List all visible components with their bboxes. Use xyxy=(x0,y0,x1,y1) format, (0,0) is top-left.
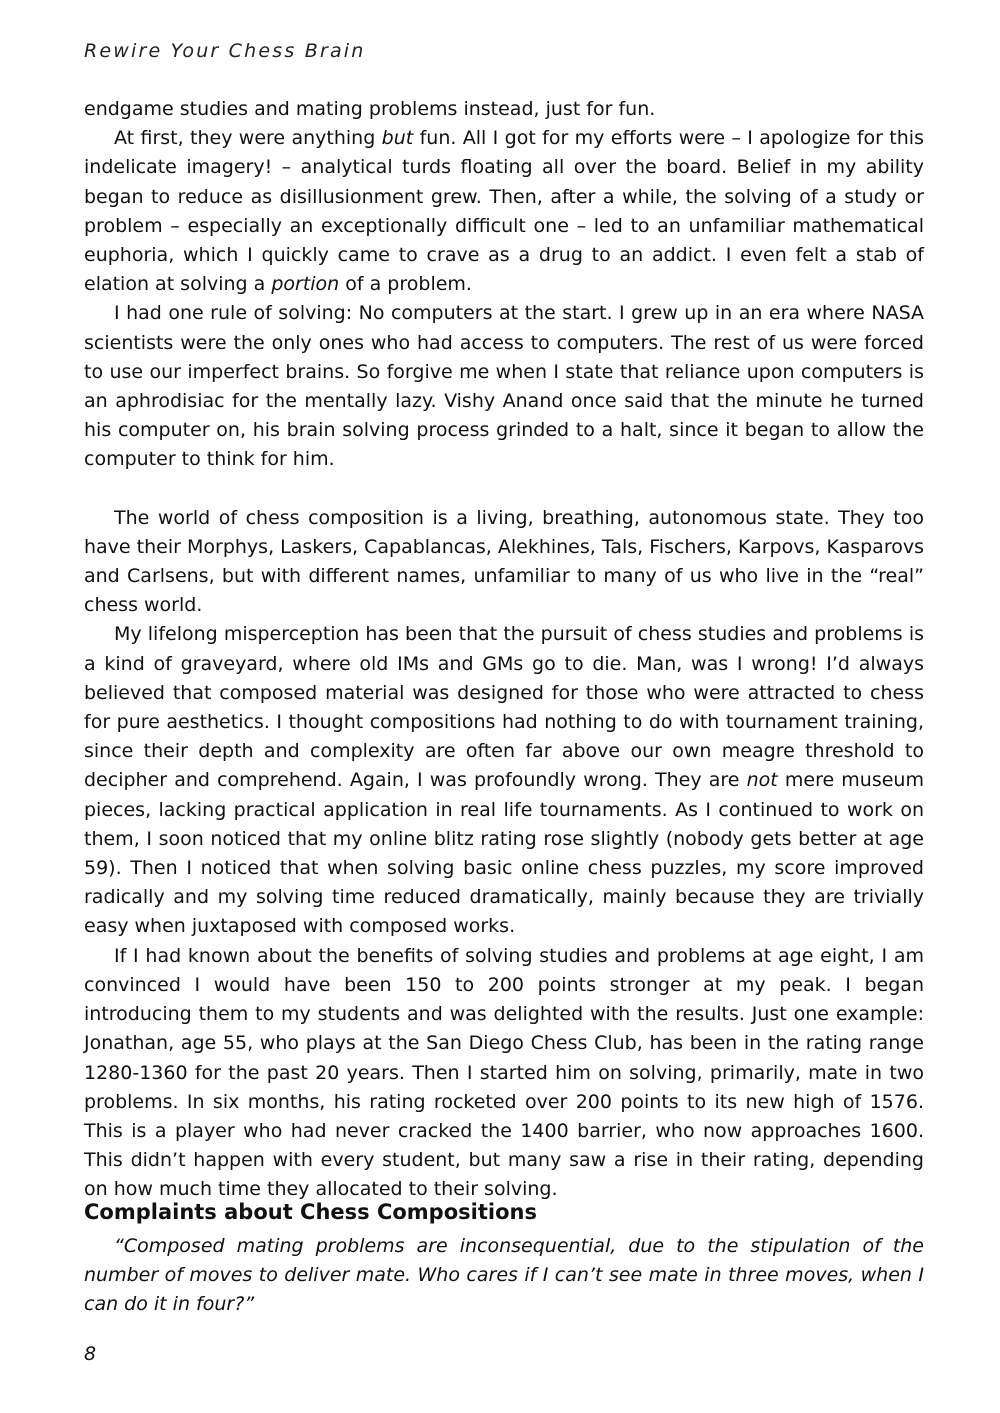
paragraph: I had one rule of solving: No computers at the start. I grew up in an era where NASA scientists were the only ones who had access to computers. The rest of us were forced to use our imperfect brains. So forgive me when I state that reliance upon computers is an aphrodisiac for the mentally lazy. Vishy Anand once said that the minute he turned his computer on, his brain solving process grinded to a halt, since it began to allow the computer to think for him. xyxy=(84,302,924,471)
section-break xyxy=(84,475,924,504)
section-heading: Complaints about Chess Compositions xyxy=(84,1200,537,1224)
paragraph: My lifelong misperception has been that the pursuit of chess studies and problems is a kind of graveyard, where old IMs and GMs go to die. Man, was I wrong! I’d always believed that composed material was designed for those who were attracted to chess for pure aesthetics. I thought compositions had nothing to do with tournament training, since their depth and complexity are often far above our own meagre threshold to decipher and comprehend. Again, I was profoundly wrong. They are not mere museum pieces, lacking practical application in real life tournaments. As I continued to work on them, I soon noticed that my online blitz rating rose slightly (nobody gets better at age 59). Then I noticed that when solving basic online chess puzzles, my score improved radically and my solving time reduced dramatically, mainly because they are trivially easy when juxtaposed with composed works. xyxy=(84,623,924,938)
paragraph: At first, they were anything but fun. All I got for my efforts were – I apologize for this indelicate imagery! – analytical turds floating all over the board. Belief in my ability began to reduce as disillusionment grew. Then, after a while, the solving of a study or problem – especially an exceptionally difficult one – led to an unfamiliar mathematical euphoria, which I quickly came to crave as a drug to an addict. I even felt a stab of elation at solving a portion of a problem. xyxy=(84,127,924,296)
page-number: 8 xyxy=(84,1343,97,1365)
running-head: Rewire Your Chess Brain xyxy=(84,40,366,62)
block-quote: “Composed mating problems are inconsequential, due to the stipulation of the number of moves to deliver mate. Who cares if I can’t see mate in three moves, when I can do it in four?” xyxy=(84,1235,924,1316)
body-text xyxy=(84,95,924,1205)
paragraph: If I had known about the benefits of solving studies and problems at age eight, I am convinced I would have been 150 to 200 points stronger at my peak. I began introducing them to my students and was delighted with the results. Just one example: Jonathan, age 55, who plays at the San Diego Chess Club, has been in the rating range 1280-1360 for the past 20 years. Then I started him on solving, primarily, mate in two problems. In six months, his rating rocketed over 200 points to its new high of 1576. This is a player who had never cracked the 1400 barrier, who now approaches 1600. This didn’t happen with every student, but many saw a rise in their rating, depending on how much time they allocated to their solving. xyxy=(84,944,924,1201)
paragraph: The world of chess composition is a living, breathing, autonomous state. They too have their Morphys, Laskers, Capablancas, Alekhines, Tals, Fischers, Karpovs, Kasparovs and Carlsens, but with different names, unfamiliar to many of us who live in the “real” chess world. xyxy=(84,506,924,617)
paragraph: endgame studies and mating problems instead, just for fun. xyxy=(84,98,656,120)
